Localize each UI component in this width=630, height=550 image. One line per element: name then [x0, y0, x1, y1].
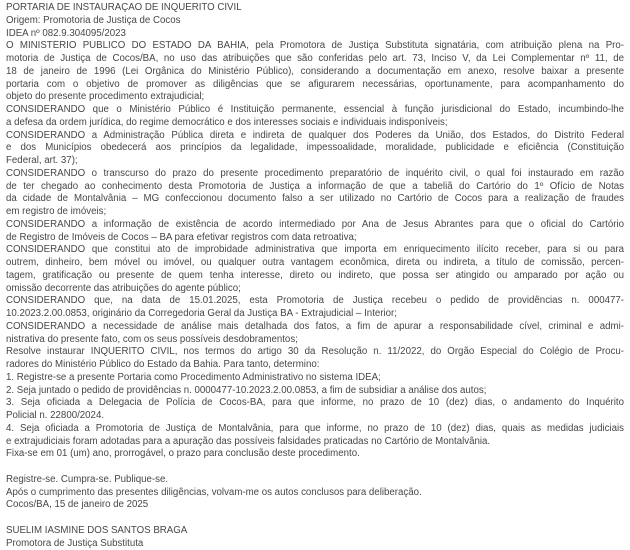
- document-line: 3. Seja oficiada a Delegacia de Polícia de Cocos-BA, para que informe, no prazo de 10 (dez) dias, o andamento do Inquérito: [6, 397, 624, 409]
- document-line: Policial n. 22800/2024.: [6, 410, 105, 421]
- document-line: CONSIDERANDO a necessidade de análise mais detalhada dos fatos, a fim de apurar a responsabilidade cível, criminal e admi-: [6, 320, 624, 332]
- signature-name: SUELIM IASMINE DOS SANTOS BRAGA: [6, 524, 188, 536]
- document-line: 1. Registre-se a presente Portaria como Procedimento Administrativo no sistema IDEA;: [6, 371, 381, 383]
- document-line: CONSIDERANDO o transcurso do prazo do presente procedimento preparatório de inquérito civil, o qual foi instaurado em razão: [6, 167, 624, 179]
- document-line: outrem, dinheiro, bem móvel ou imóvel, ou qualquer outra vantagem econômica, direta ou indireta, a título de comissão, percen-: [6, 257, 624, 268]
- document-line: radores do Ministério Público do Estado da Bahia. Para tanto, determino:: [6, 359, 320, 370]
- document-line: em registro de imóveis;: [6, 206, 107, 217]
- document-line: 18 de janeiro de 1996 (Lei Orgânica do Ministério Público), considerando a documentação em anexo, resolve baixar a presente: [6, 65, 624, 77]
- document-line: 4. Seja oficiada a Promotoria de Justiça de Montalvânia, para que informe, no prazo de 10 (dez) dias, quais as medidas judiciais: [6, 422, 624, 434]
- document-line: Resolve instaurar INQUÉRITO CIVIL, nos termos do artigo 30 da Resolução n. 11/2022, do Órgão Especial do Colégio de Procu-: [6, 346, 624, 358]
- document-line: e dos Municípios obedecerá aos princípios da legalidade, impessoalidade, moralidade, publicidade e eficiência (Constituição: [6, 142, 624, 154]
- document-line: motoria de Justiça de Cocos/BA, no uso das atribuições que são conferidas pelo art. 73, Inciso V, da Lei Complementar nº 11, de: [6, 53, 624, 64]
- document-line: CONSIDERANDO que o Ministério Público é Instituição permanente, essencial à função jurisdicional do Estado, incumbindo-lhe: [6, 104, 624, 115]
- document-line: e extrajudiciais foram adotadas para a apuração das possíveis falsidades praticadas no Cartório de Montalvânia.: [6, 435, 491, 447]
- document-line: Fixa-se em 01 (um) ano, prorrogável, o prazo para conclusão deste procedimento.: [6, 448, 360, 460]
- document-line: CONSIDERANDO que constitui ato de improbidade administrativa que importa em enriquecimento ilícito receber, para si ou para: [6, 244, 624, 256]
- document-line: Federal, art. 37);: [6, 155, 78, 166]
- document-line: O MINISTÉRIO PÚBLICO DO ESTADO DA BAHIA, pela Promotora de Justiça Substituta signatária, com atribuição plena na Pro-: [6, 40, 624, 52]
- document-line: [6, 512, 624, 525]
- document-line: objeto do presente procedimento extrajudicial;: [6, 91, 205, 103]
- origin-line: Origem: Promotoria de Justiça de Cocos: [6, 14, 181, 26]
- document-line: nistrativa do presente fato, com os seus possíveis desdobramentos;: [6, 333, 298, 345]
- document-line: a defesa da ordem jurídica, do regime democrático e dos interesses sociais e individuais indisponíveis;: [6, 116, 448, 128]
- document-line: de Registro de Imóveis de Cocos – BA para efetivar registros com data retroativa;: [6, 231, 357, 243]
- document-line: CONSIDERANDO a Administração Pública direta e indireta de qualquer dos Poderes da União, dos Estados, do Distrito Federal: [6, 129, 624, 141]
- document-line: Registre-se. Cumpra-se. Publique-se.: [6, 473, 169, 485]
- document-title: PORTARIA DE INSTAURAÇÃO DE INQUÉRITO CIVIL: [6, 2, 242, 13]
- document-line: omissão decorrente das atribuições do agente público;: [6, 282, 241, 294]
- document-line: Após o cumprimento das presentes diligências, volvam-me os autos conclusos para deliberação.: [6, 486, 422, 498]
- document-line: CONSIDERANDO a informação de existência de acordo intermediado por Ana de Jesus Abrantes para que o oficial do Cartório: [6, 218, 624, 230]
- date-place-line: Cocos/BA, 15 de janeiro de 2025: [6, 499, 149, 511]
- signature-role: Promotora de Justiça Substituta: [6, 537, 144, 549]
- idea-number-line: IDEA nº 082.9.304095/2023: [6, 27, 126, 39]
- document-line: 10.2023.2.00.0853, originário da Corregedoria Geral da Justiça BA - Extrajudicial – Interior;: [6, 308, 397, 319]
- document-line: 2. Seja juntado o pedido de providências n. 0000477-10.2023.2.00.0853, a fim de subsidiar a análise dos autos;: [6, 384, 487, 396]
- document-line: da cidade de Montalvânia – MG confeccionou documento falso a ser utilizado no Cartório de Cocos para a realização de fraudes: [6, 193, 624, 205]
- document-line: portaria com o objetivo de promover as diligências que se afigurarem necessárias, oportunamente, para acompanhamento do: [6, 78, 624, 90]
- document-line: CONSIDERANDO que, na data de 15.01.2025, esta Promotoria de Justiça recebeu o pedido de providências n. 000477-: [6, 295, 624, 307]
- document-line: tagem, gratificação ou presente de quem tenha interesse, direto ou indireto, que possa ser atingido ou amparado por ação ou: [6, 269, 624, 281]
- document-line: de ter chegado ao conhecimento desta Promotoria de Justiça a informação de que a tabeliã do Cartório do 1º Ofício de Notas: [6, 180, 624, 192]
- document-body: [6, 2, 624, 550]
- document-line: [6, 461, 624, 474]
